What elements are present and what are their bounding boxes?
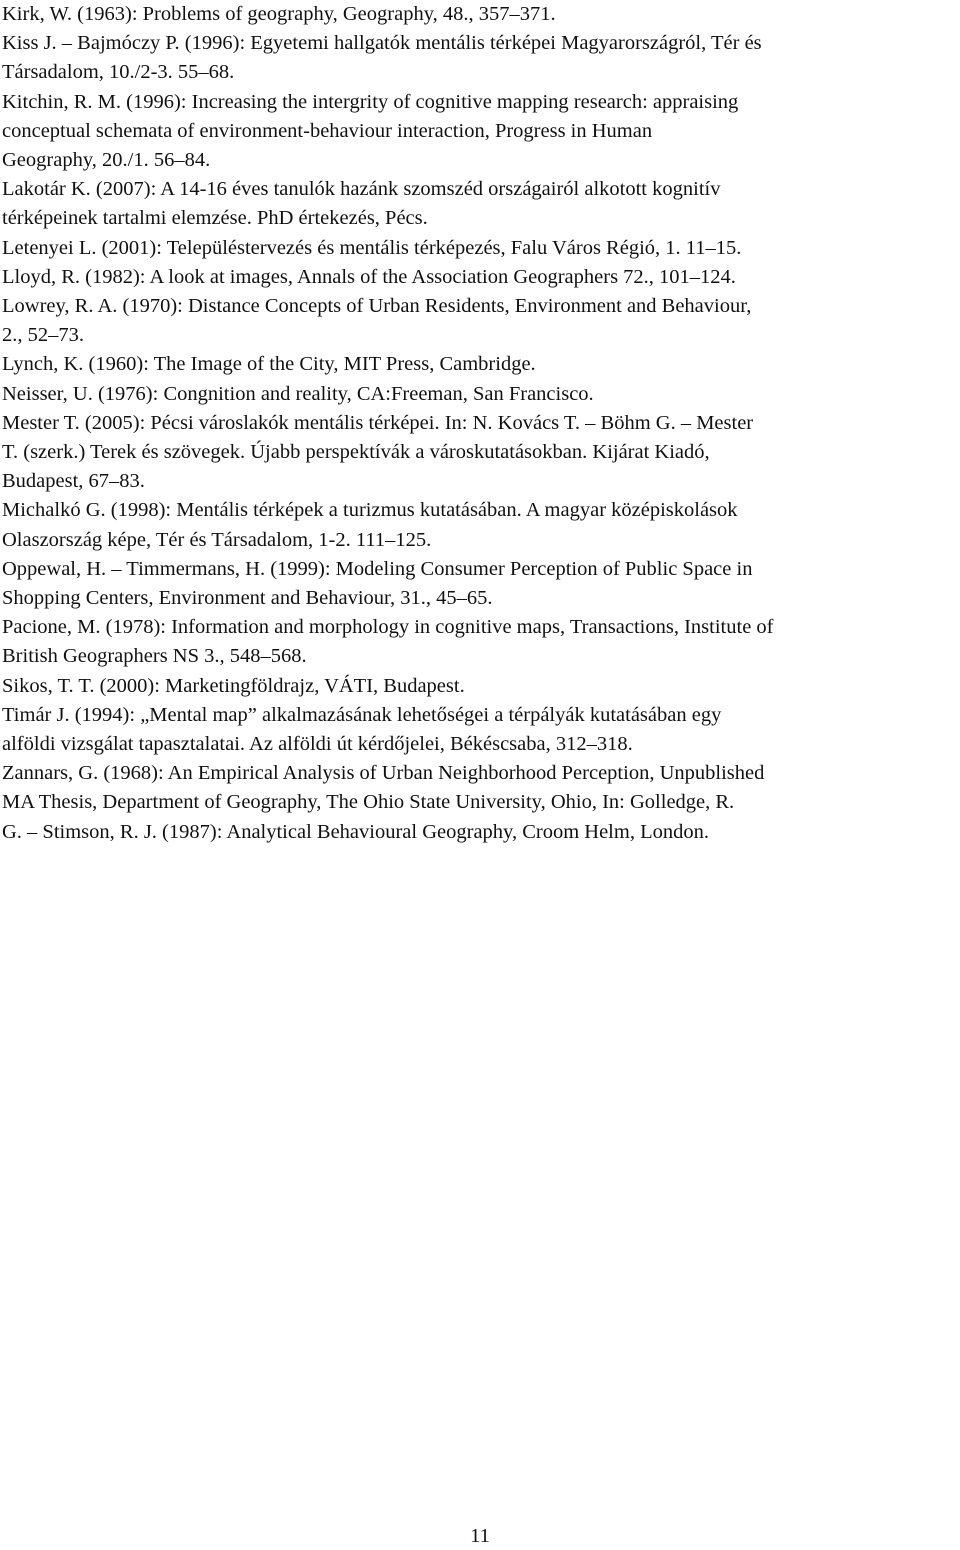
reference-entry <box>2 613 960 671</box>
reference-line: Geography, 20./1. 56–84. <box>2 149 211 172</box>
reference-line: Társadalom, 10./2-3. 55–68. <box>2 61 235 84</box>
reference-line: Pacione, M. (1978): Information and morphology in cognitive maps, Transactions, Institute of <box>2 616 774 639</box>
reference-entry <box>2 234 960 263</box>
reference-line: Lloyd, R. (1982): A look at images, Annals of the Association Geographers 72., 101–124. <box>2 265 736 288</box>
reference-entry <box>2 350 960 379</box>
reference-line: Mester T. (2005): Pécsi városlakók mentális térképei. In: N. Kovács T. – Böhm G. – Mester <box>2 411 754 434</box>
reference-line: 2., 52–73. <box>2 324 84 347</box>
reference-entry <box>2 380 960 409</box>
reference-entry <box>2 175 960 233</box>
reference-line: Timár J. (1994): „Mental map” alkalmazásának lehetőségei a térpályák kutatásában egy <box>2 703 722 726</box>
reference-line: British Geographers NS 3., 548–568. <box>2 645 307 668</box>
page-number: 11 <box>470 1525 490 1547</box>
reference-line: Olaszország képe, Tér és Társadalom, 1-2. 111–125. <box>2 528 432 551</box>
reference-line: Kitchin, R. M. (1996): Increasing the intergrity of cognitive mapping research: appraising <box>2 90 739 113</box>
reference-entry <box>2 292 960 350</box>
reference-entry <box>2 496 960 554</box>
reference-entry <box>2 0 960 29</box>
reference-line: Sikos, T. T. (2000): Marketingföldrajz, VÁTI, Budapest. <box>2 674 465 697</box>
reference-line: Lakotár K. (2007): A 14-16 éves tanulók hazánk szomszéd országairól alkotott kognitív <box>2 178 721 201</box>
reference-entry <box>2 88 960 176</box>
reference-line: térképeinek tartalmi elemzése. PhD értekezés, Pécs. <box>2 207 428 230</box>
reference-line: Michalkó G. (1998): Mentális térképek a turizmus kutatásában. A magyar középiskolások <box>2 499 738 522</box>
reference-line: Lynch, K. (1960): The Image of the City, MIT Press, Cambridge. <box>2 353 536 376</box>
reference-line: G. – Stimson, R. J. (1987): Analytical Behavioural Geography, Croom Helm, London. <box>2 820 709 843</box>
reference-line: Oppewal, H. – Timmermans, H. (1999): Modeling Consumer Perception of Public Space in <box>2 557 753 580</box>
reference-entry <box>2 759 960 847</box>
reference-entry <box>2 29 960 87</box>
reference-line: Letenyei L. (2001): Településtervezés és mentális térképezés, Falu Város Régió, 1. 11–15. <box>2 236 742 259</box>
reference-line: Kiss J. – Bajmóczy P. (1996): Egyetemi hallgatók mentális térképei Magyarországról, Tér és <box>2 32 762 55</box>
reference-list <box>2 0 960 847</box>
reference-line: Zannars, G. (1968): An Empirical Analysis of Urban Neighborhood Perception, Unpublished <box>2 762 765 785</box>
reference-line: Neisser, U. (1976): Congnition and reality, CA:Freeman, San Francisco. <box>2 382 594 405</box>
reference-line: MA Thesis, Department of Geography, The Ohio State University, Ohio, In: Golledge, R. <box>2 791 735 814</box>
reference-entry <box>2 672 960 701</box>
reference-line: conceptual schemata of environment-behaviour interaction, Progress in Human <box>2 119 653 142</box>
reference-entry <box>2 701 960 759</box>
reference-line: Budapest, 67–83. <box>2 470 145 493</box>
reference-entry <box>2 263 960 292</box>
reference-line: Shopping Centers, Environment and Behaviour, 31., 45–65. <box>2 587 493 610</box>
reference-line: Lowrey, R. A. (1970): Distance Concepts of Urban Residents, Environment and Behaviour, <box>2 295 752 318</box>
reference-line: T. (szerk.) Terek és szövegek. Újabb perspektívák a városkutatásokban. Kijárat Kiadó, <box>2 441 710 464</box>
reference-line: Kirk, W. (1963): Problems of geography, Geography, 48., 357–371. <box>2 3 556 25</box>
reference-entry <box>2 409 960 497</box>
reference-entry <box>2 555 960 613</box>
reference-line: alföldi vizsgálat tapasztalatai. Az alföldi út kérdőjelei, Békéscsaba, 312–318. <box>2 733 633 756</box>
